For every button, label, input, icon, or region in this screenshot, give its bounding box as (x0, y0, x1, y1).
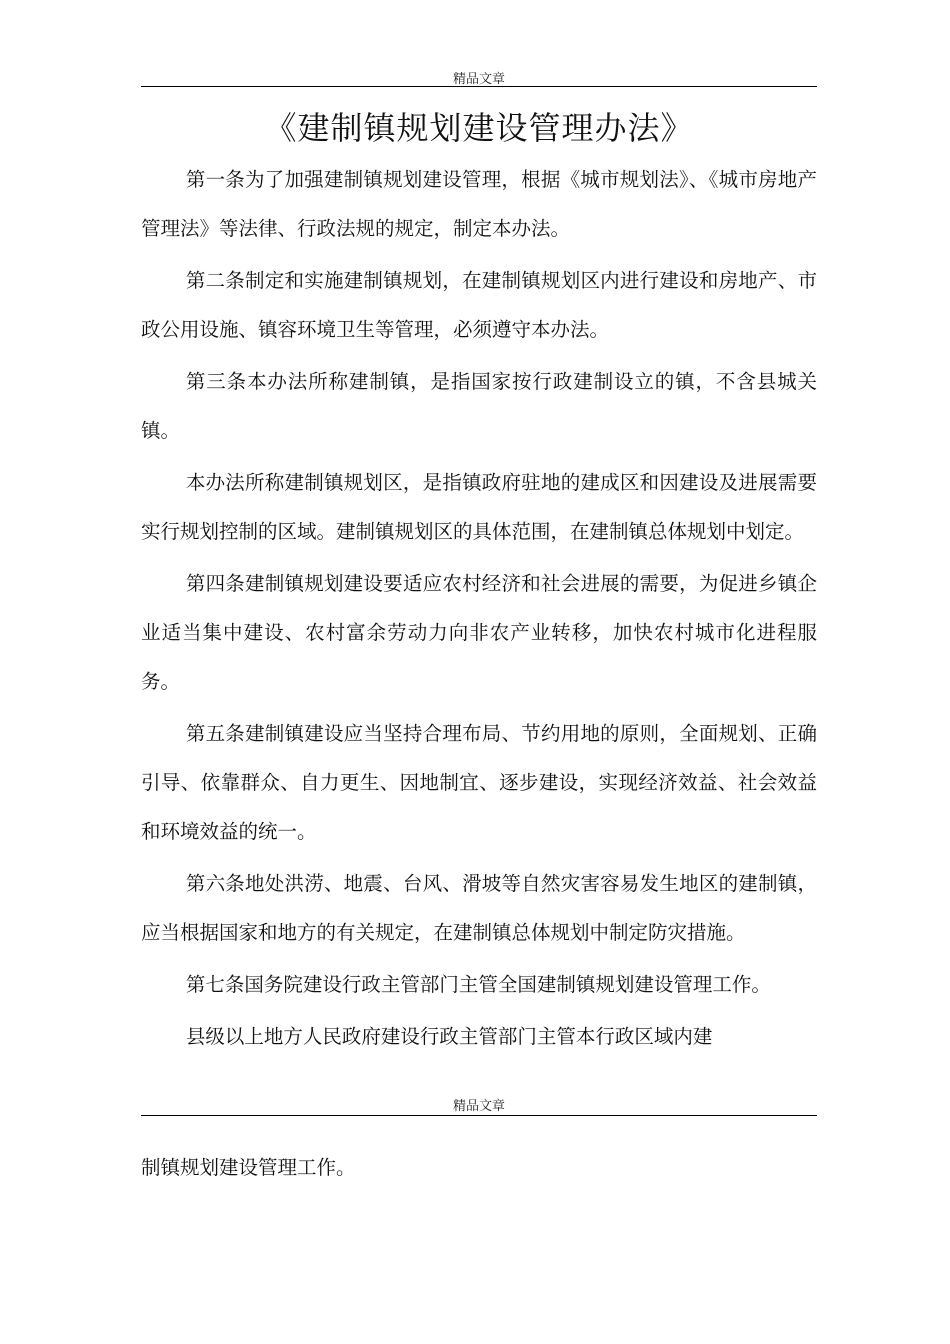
paragraph-article-1: 第一条为了加强建制镇规划建设管理，根据《城市规划法》、《城市房地产管理法》等法律、行政法规的规定，制定本办法。 (141, 168, 817, 240)
next-page-continued-text: 制镇规划建设管理工作。 (141, 1156, 356, 1179)
page-footer-label: 精品文章 (452, 1099, 505, 1114)
paragraph-article-5: 第五条建制镇建设应当坚持合理布局、节约用地的原则，全面规划、正确引导、依靠群众、自力更生、因地制宜、逐步建设，实现经济效益、社会效益和环境效益的统一。 (141, 722, 817, 843)
page-header-label: 精品文章 (452, 72, 505, 87)
paragraph-article-3: 第三条本办法所称建制镇，是指国家按行政建制设立的镇，不含县城关镇。 (141, 370, 817, 442)
footer-rule (141, 1115, 817, 1116)
document-body (141, 155, 817, 1064)
paragraph-article-6: 第六条地处洪涝、地震、台风、滑坡等自然灾害容易发生地区的建制镇，应当根据国家和地方的有关规定，在建制镇总体规划中制定防灾措施。 (141, 872, 817, 944)
paragraph-article-7: 第七条国务院建设行政主管部门主管全国建制镇规划建设管理工作。 (185, 973, 771, 996)
paragraph-article-7-local: 县级以上地方人民政府建设行政主管部门主管本行政区域内建 (185, 1025, 713, 1048)
document-title: 《建制镇规划建设管理办法》 (264, 109, 694, 147)
paragraph-article-2: 第二条制定和实施建制镇规划，在建制镇规划区内进行建设和房地产、市政公用设施、镇容环境卫生等管理，必须遵守本办法。 (141, 269, 817, 341)
paragraph-article-3-scope: 本办法所称建制镇规划区，是指镇政府驻地的建成区和因建设及进展需要实行规划控制的区域。建制镇规划区的具体范围，在建制镇总体规划中划定。 (141, 471, 817, 543)
header-rule (141, 86, 817, 87)
paragraph-article-4: 第四条建制镇规划建设要适应农村经济和社会进展的需要，为促进乡镇企业适当集中建设、农村富余劳动力向非农产业转移，加快农村城市化进程服务。 (141, 572, 817, 693)
